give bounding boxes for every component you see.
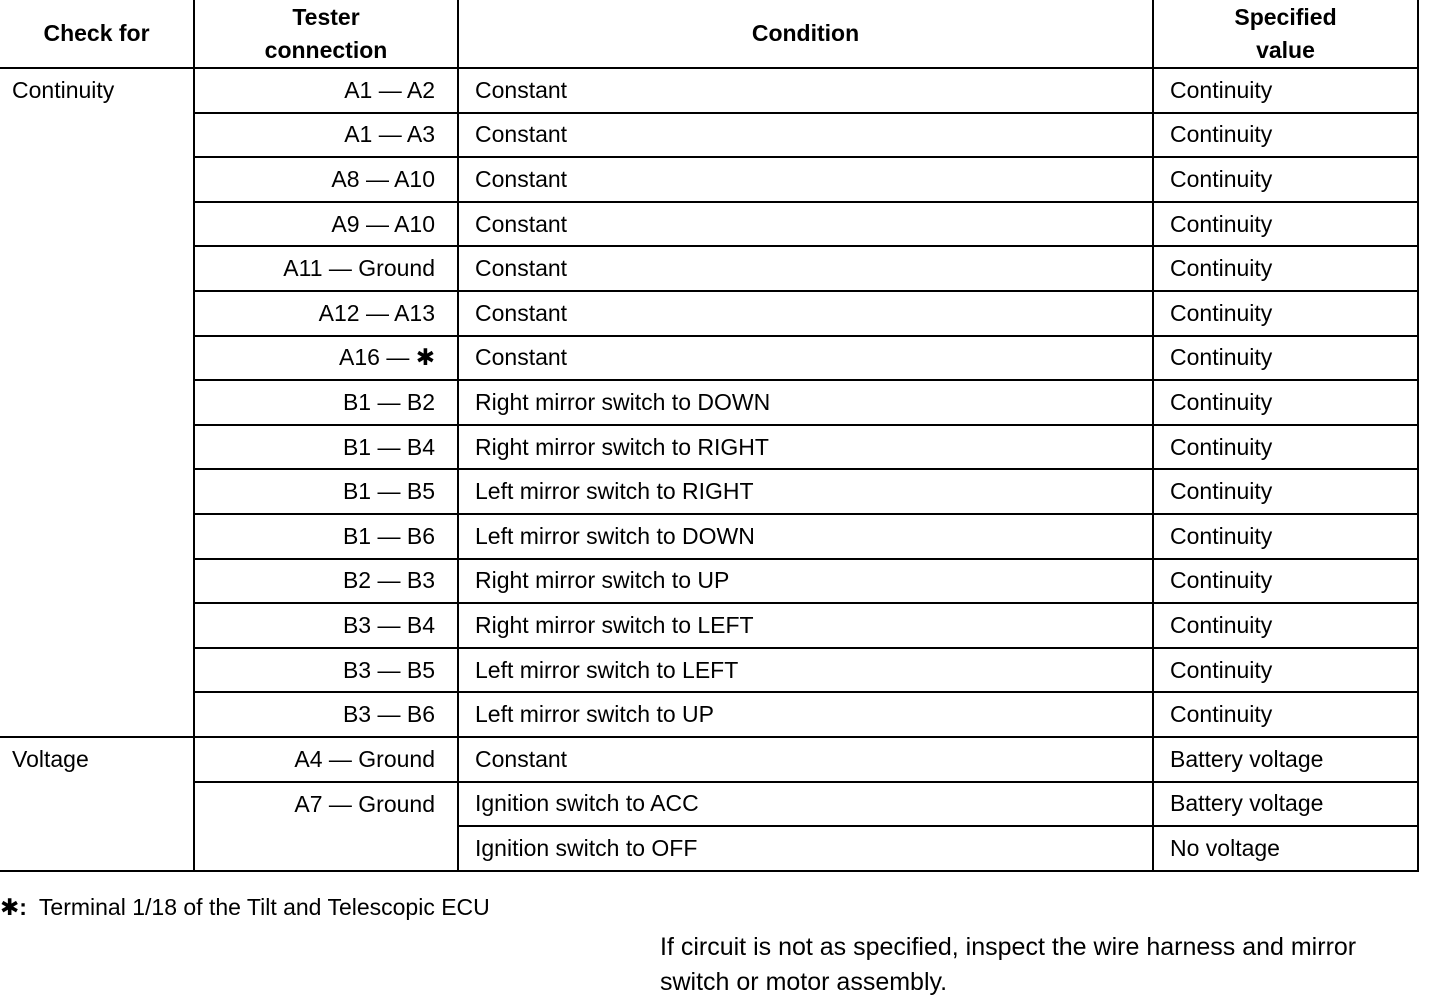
condition-cell: Ignition switch to ACC	[458, 782, 1153, 827]
tester-connection-cell: B1 — B5	[194, 469, 458, 514]
condition-cell: Ignition switch to OFF	[458, 826, 1153, 871]
table-row	[0, 603, 1418, 648]
tester-connection-cell: A9 — A10	[194, 202, 458, 247]
tester-connection-cell: A8 — A10	[194, 157, 458, 202]
table-row	[0, 648, 1418, 693]
table-row	[0, 514, 1418, 559]
table-row	[0, 291, 1418, 336]
header-check: Check for	[0, 0, 194, 68]
footnote-symbol: ✱:	[0, 894, 27, 920]
condition-cell: Constant	[458, 113, 1153, 158]
table-row	[0, 737, 1418, 782]
table-row	[0, 68, 1418, 113]
tester-connection-cell: B3 — B6	[194, 692, 458, 737]
tester-connection-cell: B2 — B3	[194, 559, 458, 604]
table-row	[0, 692, 1418, 737]
table-row	[0, 202, 1418, 247]
tester-connection-cell: A11 — Ground	[194, 246, 458, 291]
check-for-cell: Voltage	[0, 737, 194, 871]
condition-cell: Right mirror switch to UP	[458, 559, 1153, 604]
table-row	[0, 469, 1418, 514]
specified-value-cell: No voltage	[1153, 826, 1418, 871]
specified-value-cell: Continuity	[1153, 246, 1418, 291]
condition-cell: Constant	[458, 336, 1153, 381]
condition-cell: Constant	[458, 202, 1153, 247]
tester-connection-cell: A7 — Ground	[194, 782, 458, 871]
specified-value-cell: Continuity	[1153, 559, 1418, 604]
instruction-note: If circuit is not as specified, inspect the wire harness and mirror switch or motor assembly.	[660, 933, 1357, 996]
table-row	[0, 113, 1418, 158]
condition-cell: Left mirror switch to LEFT	[458, 648, 1153, 693]
specified-value-cell: Continuity	[1153, 113, 1418, 158]
specified-value-cell: Continuity	[1153, 603, 1418, 648]
table-row	[0, 336, 1418, 381]
condition-cell: Constant	[458, 157, 1153, 202]
specified-value-cell: Continuity	[1153, 692, 1418, 737]
specified-value-cell: Continuity	[1153, 336, 1418, 381]
condition-cell: Right mirror switch to RIGHT	[458, 425, 1153, 470]
check-for-cell: Continuity	[0, 68, 194, 737]
condition-cell: Constant	[458, 246, 1153, 291]
header-value: Specified value	[1153, 0, 1418, 68]
header-row	[0, 0, 1418, 68]
tester-connection-cell: A4 — Ground	[194, 737, 458, 782]
condition-cell: Right mirror switch to DOWN	[458, 380, 1153, 425]
table-row	[0, 782, 1418, 827]
condition-cell: Left mirror switch to UP	[458, 692, 1153, 737]
specified-value-cell: Continuity	[1153, 425, 1418, 470]
specified-value-cell: Continuity	[1153, 68, 1418, 113]
specified-value-cell: Battery voltage	[1153, 737, 1418, 782]
table-row	[0, 425, 1418, 470]
table-row	[0, 246, 1418, 291]
specified-value-cell: Battery voltage	[1153, 782, 1418, 827]
specified-value-cell: Continuity	[1153, 157, 1418, 202]
specified-value-cell: Continuity	[1153, 469, 1418, 514]
specified-value-cell: Continuity	[1153, 514, 1418, 559]
tester-connection-cell: A1 — A2	[194, 68, 458, 113]
table-row	[0, 380, 1418, 425]
condition-cell: Left mirror switch to RIGHT	[458, 469, 1153, 514]
tester-connection-cell: B3 — B5	[194, 648, 458, 693]
tester-connection-cell: B1 — B2	[194, 380, 458, 425]
table-row	[0, 559, 1418, 604]
header-condition: Condition	[458, 0, 1153, 68]
footnote-text: Terminal 1/18 of the Tilt and Telescopic ECU	[38, 894, 490, 920]
condition-cell: Left mirror switch to DOWN	[458, 514, 1153, 559]
tester-connection-cell: B1 — B6	[194, 514, 458, 559]
tester-connection-cell: B3 — B4	[194, 603, 458, 648]
specified-value-cell: Continuity	[1153, 380, 1418, 425]
specified-value-cell: Continuity	[1153, 202, 1418, 247]
footnote	[0, 894, 490, 921]
condition-cell: Constant	[458, 291, 1153, 336]
table-row	[0, 157, 1418, 202]
tester-connection-cell: A1 — A3	[194, 113, 458, 158]
tester-connection-cell: B1 — B4	[194, 425, 458, 470]
specified-value-cell: Continuity	[1153, 291, 1418, 336]
condition-cell: Constant	[458, 68, 1153, 113]
tester-connection-cell: A16 — ✱	[194, 336, 458, 381]
condition-cell: Constant	[458, 737, 1153, 782]
specified-value-cell: Continuity	[1153, 648, 1418, 693]
condition-cell: Right mirror switch to LEFT	[458, 603, 1153, 648]
header-tester: Tester connection	[194, 0, 458, 68]
tester-connection-cell: A12 — A13	[194, 291, 458, 336]
